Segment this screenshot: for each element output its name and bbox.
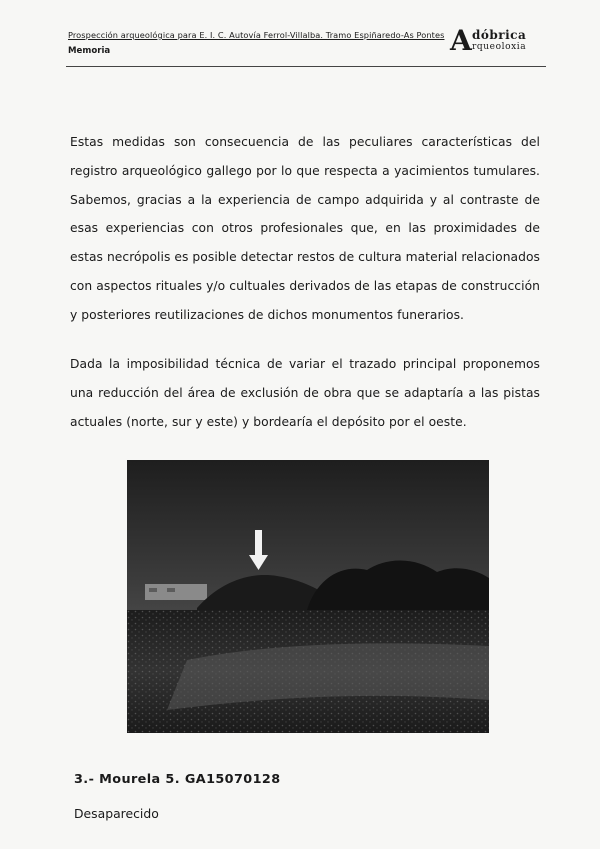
site-photograph: [127, 460, 489, 733]
adobrica-logo: [450, 26, 546, 58]
body-paragraph-2: Dada la imposibilidad técnica de variar el trazado principal proponemos una reducción del área de exclusión de obra que se adaptaría a las pistas actuales (norte, sur y este) y bordearía el depósito por el oeste.: [70, 357, 540, 429]
header-subtitle: Memoria: [68, 46, 111, 56]
logo-bottom-text: rqueoloxia: [472, 42, 527, 52]
header-title: Prospección arqueológica para E. I. C. Autovía Ferrol-Villalba. Tramo Espiñaredo-As Pontes: [68, 30, 445, 40]
section-heading: 3.- Mourela 5. GA15070128: [74, 772, 281, 787]
page-header: [68, 26, 546, 70]
logo-top-text: dóbrica: [472, 28, 527, 42]
header-divider: [66, 66, 546, 67]
body-paragraph-1: Estas medidas son consecuencia de las peculiares características del registro arqueológico gallego por lo que respecta a yacimientos tumulares. Sabemos, gracias a la experiencia de campo adquirida y al contraste de esas experiencias con otros profesionales que, en las proximidades de estas necrópolis es posible detectar restos de cultura material relacionados con aspectos rituales y/o cultuales derivados de las etapas de construcción y posteriores reutilizaciones de dichos monumentos funerarios.: [70, 135, 541, 322]
section-status: Desaparecido: [74, 806, 159, 821]
logo-initial: A: [450, 24, 472, 57]
